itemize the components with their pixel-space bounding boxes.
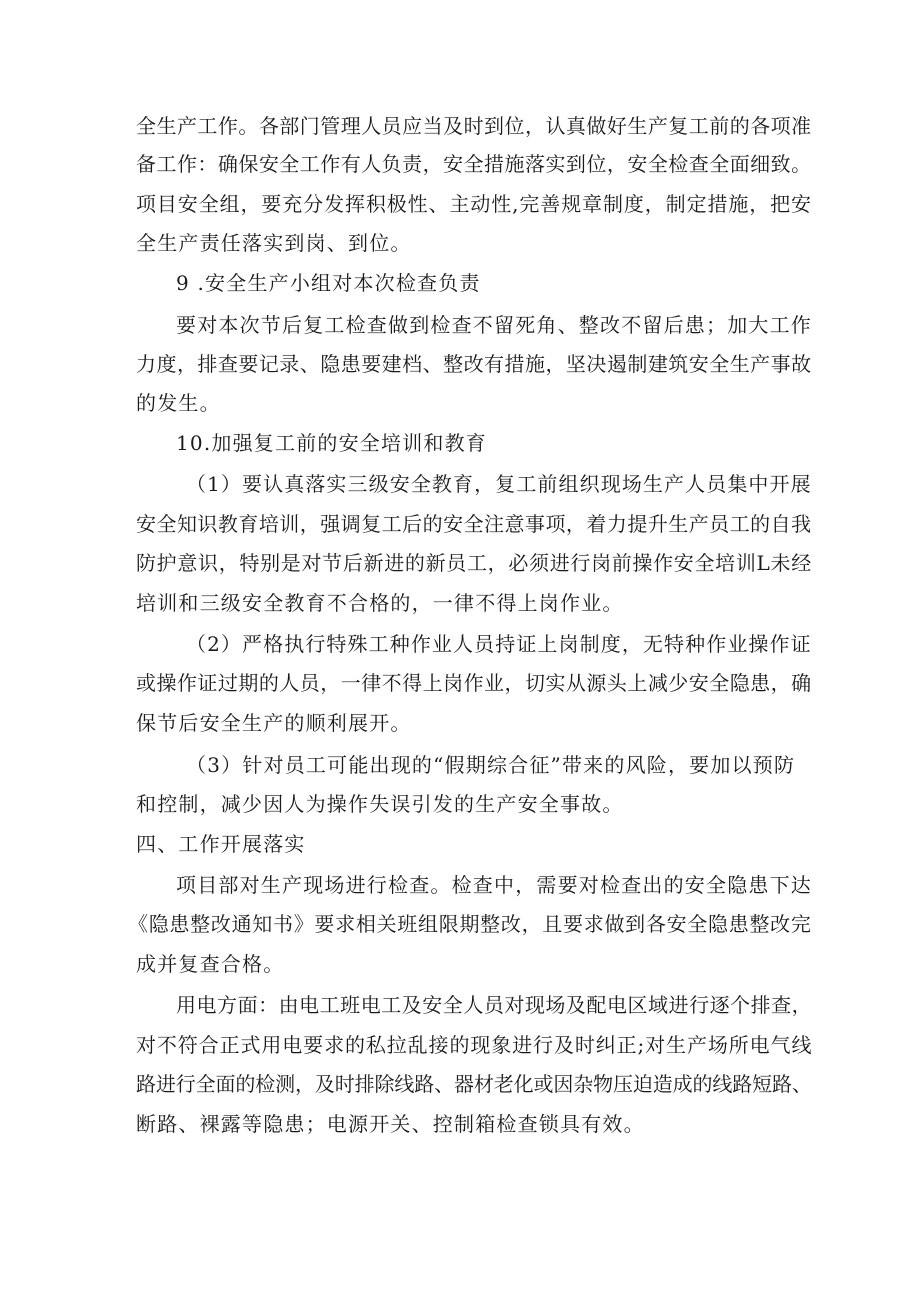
paragraph-line: （1）要认真落实三级安全教育，复工前组织现场生产人员集中开展: [186, 472, 812, 496]
paragraph-line: 的发生。: [136, 391, 221, 415]
paragraph-line: 项目部对生产现场进行检查。检查中，需要对检查出的安全隐患下达: [176, 873, 812, 897]
paragraph-line: （2）严格执行特殊工种作业人员持证上岗制度，无特种作业操作证: [186, 632, 812, 656]
section-heading: 9 .安全生产小组对本次检查负责: [176, 271, 481, 295]
paragraph-line: 安全知识教育培训，强调复工后的安全注意事项，着力提升生产员工的自我: [136, 512, 812, 536]
paragraph-line: 要对本次节后复工检查做到检查不留死角、整改不留后患；加大工作: [176, 313, 812, 337]
paragraph-line: 或操作证过期的人员，一律不得上岗作业，切实从源头上减少安全隐患，确: [136, 671, 812, 695]
paragraph-line: 力度，排查要记录、隐患要建档、整改有措施，坚决遏制建筑安全生产事故: [136, 352, 812, 376]
paragraph-line: 成并复查合格。: [136, 952, 285, 976]
section-heading: 四、工作开展落实: [136, 832, 306, 856]
section-heading: 10.加强复工前的安全培训和教育: [176, 431, 488, 455]
paragraph-line: 对不符合正式用电要求的私拉乱接的现象进行及时纠正;对生产场所电气线: [136, 1033, 813, 1057]
paragraph-line: 全生产工作。各部门管理人员应当及时到位，认真做好生产复工前的各项准: [136, 114, 812, 138]
paragraph-line: 保节后安全生产的顺利展开。: [136, 711, 412, 735]
paragraph-line: 路进行全面的检测，及时排除线路、器材老化或因杂物压迫造成的线路短路、: [136, 1072, 812, 1096]
paragraph-line: 用电方面：由电工班电工及安全人员对现场及配电区域进行逐个排查，: [176, 993, 813, 1017]
paragraph-line: 全生产责任落实到岗、到位。: [136, 231, 412, 255]
paragraph-line: 断路、裸露等隐患；电源开关、控制箱检查锁具有效。: [136, 1112, 645, 1136]
paragraph-line: 备工作：确保安全工作有人负责，安全措施落实到位，安全检查全面细致。: [136, 152, 812, 176]
paragraph-line: （3）针对员工可能出现的“假期综合征”带来的风险，要加以预防: [186, 753, 796, 777]
paragraph-line: 项目安全组，要充分发挥积极性、主动性,完善规章制度，制定措施，把安: [136, 192, 812, 216]
paragraph-line: 防护意识，特别是对节后新进的新员工，必须进行岗前操作安全培训L未经: [136, 551, 812, 575]
paragraph-line: 培训和三级安全教育不合格的，一律不得上岗作业。: [136, 591, 624, 615]
paragraph-line: 和控制，减少因人为操作失误引发的生产安全事故。: [136, 792, 624, 816]
paragraph-line: 《隐患整改通知书》要求相关班组限期整改，且要求做到各安全隐患整改完: [128, 912, 812, 936]
